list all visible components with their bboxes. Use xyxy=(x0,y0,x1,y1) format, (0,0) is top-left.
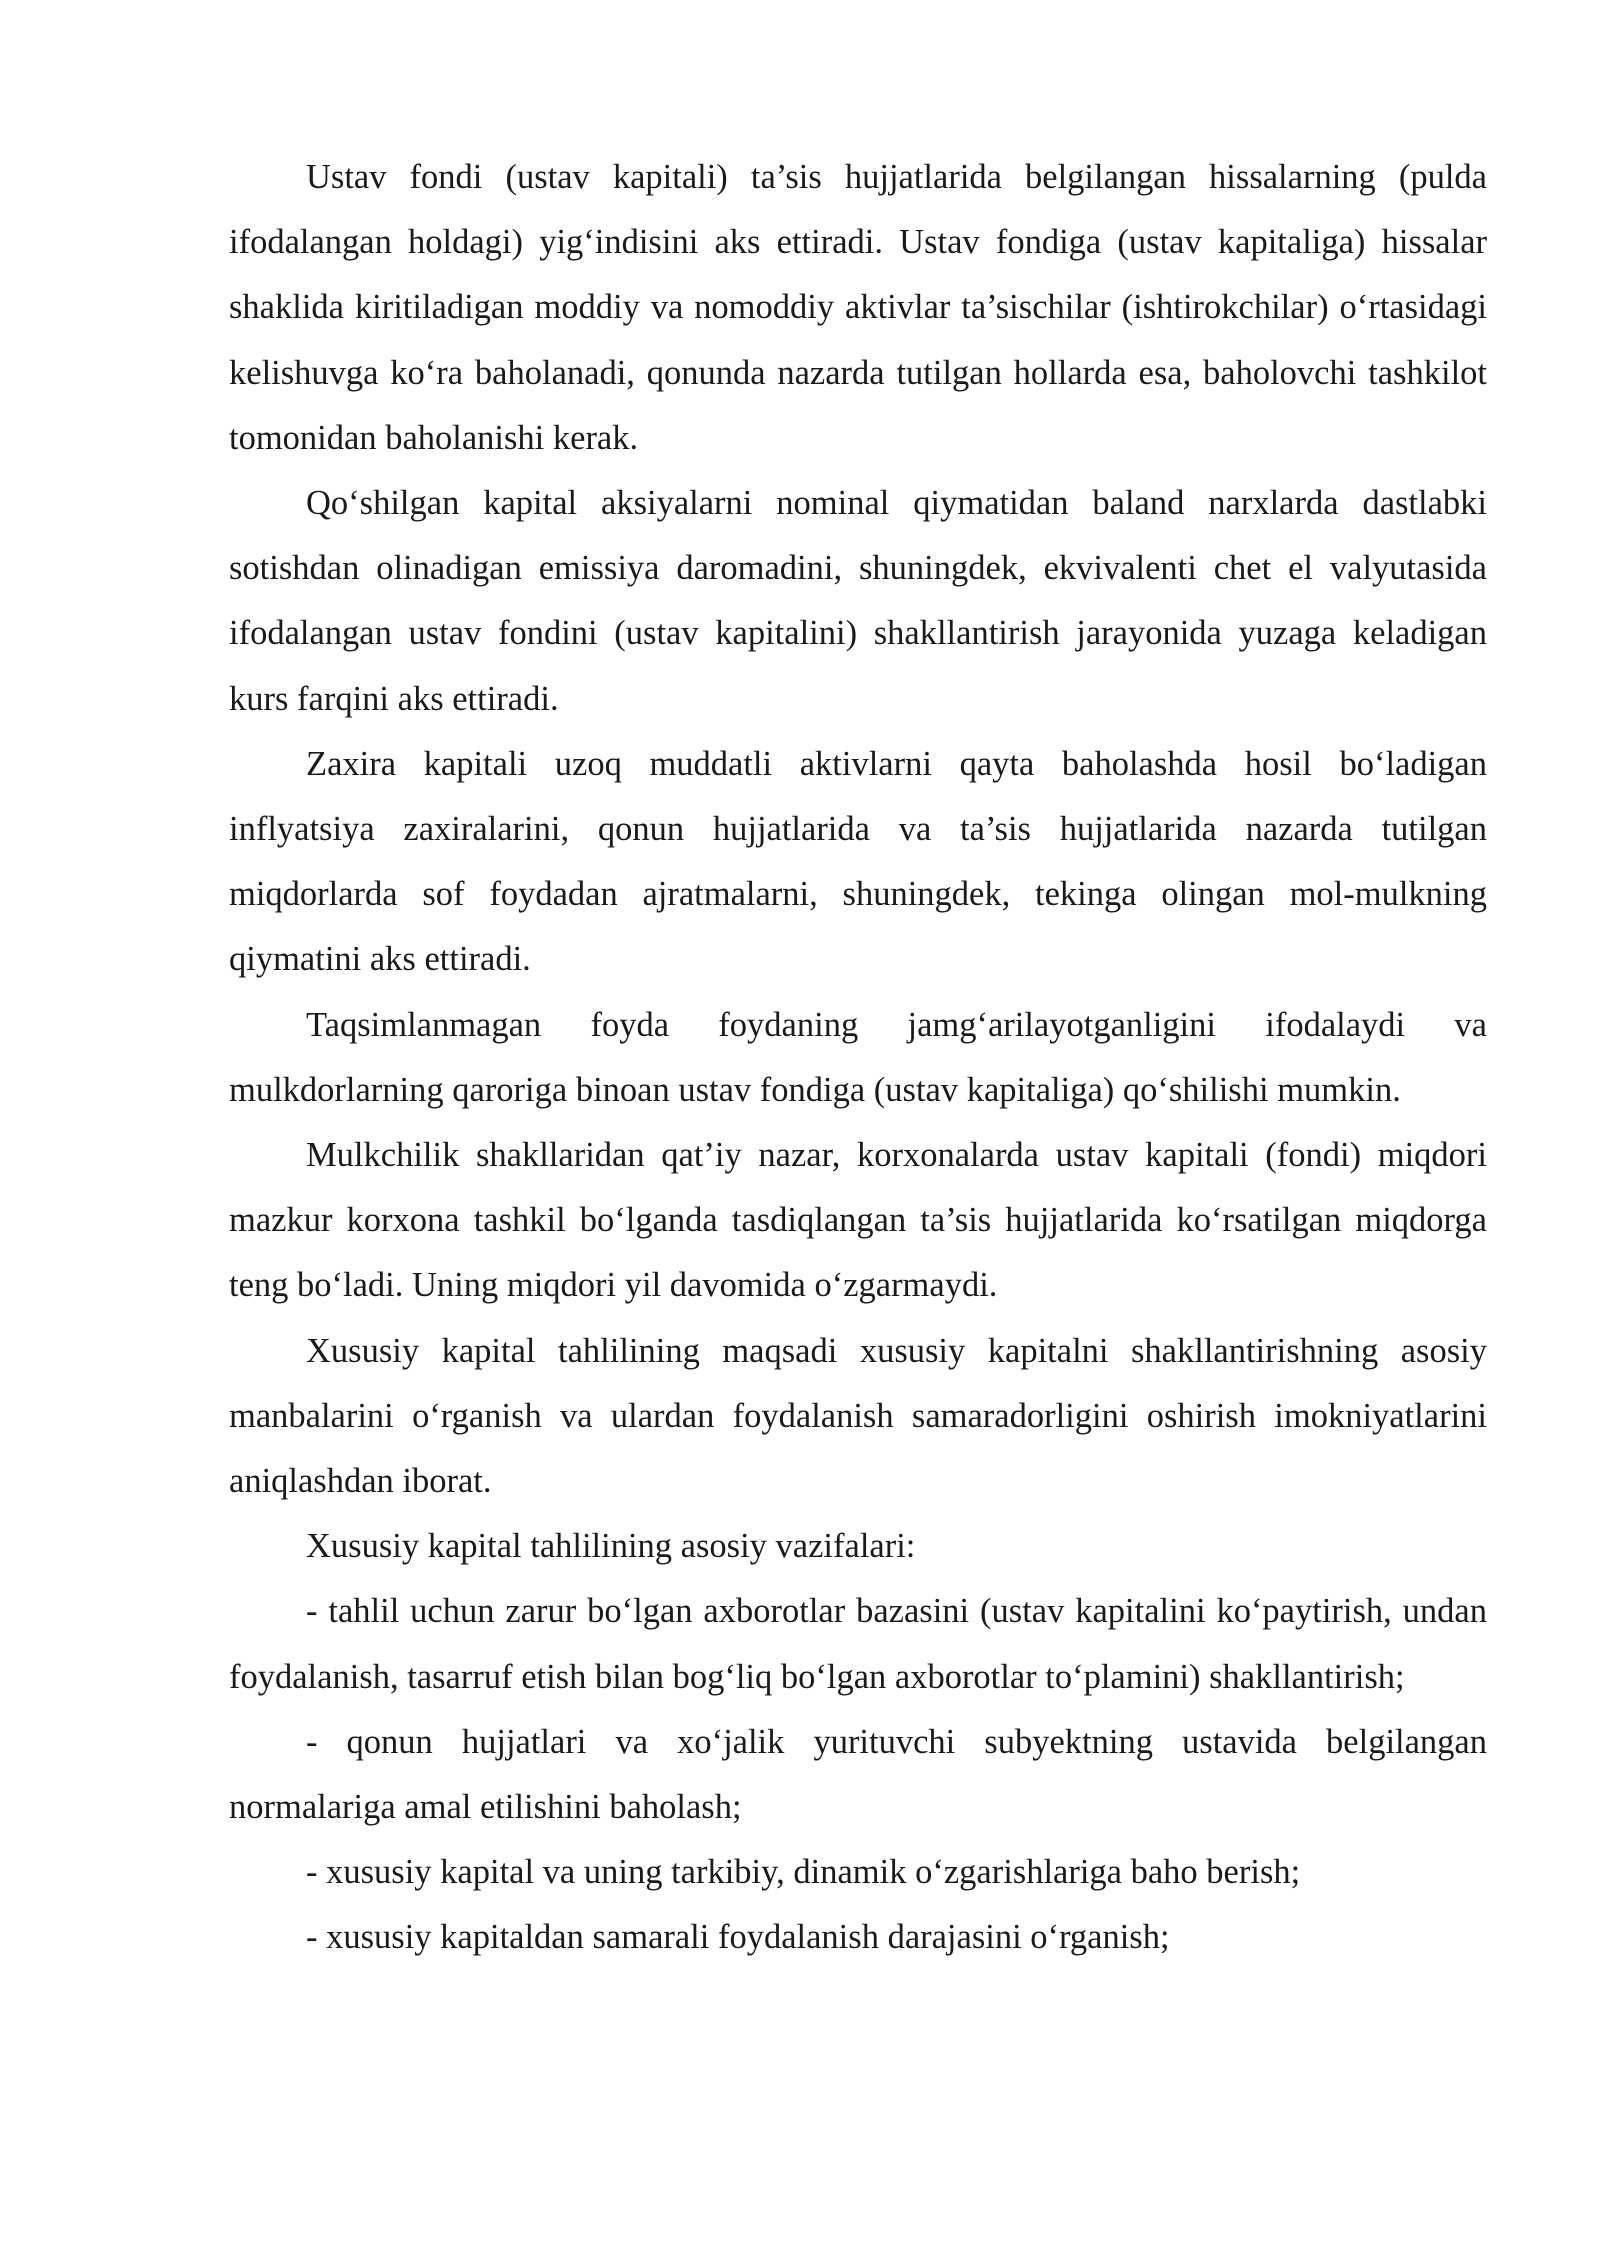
list-item-samarali-foydalanish: - xususiy kapitaldan samarali foydalanish darajasini o‘rganish; xyxy=(306,1918,1170,1957)
paragraph-vazifalar-heading: Xususiy kapital tahlilining asosiy vazifalari: xyxy=(306,1527,916,1566)
paragraph-taqsimlanmagan-foyda: Taqsimlanmagan foyda foydaning jamg‘arilayotganligini ifodalaydi va mulkdorlarning qaroriga binoan ustav fondiga (ustav kapitaliga) qo‘shilishi mumkin. xyxy=(229,1005,1487,1109)
paragraph-mulkchilik: Mulkchilik shakllaridan qat’iy nazar, korxonalarda ustav kapitali (fondi) miqdori mazkur korxona tashkil bo‘lganda tasdiqlangan ta’sis hujjatlarida ko‘rsatilgan miqdorga teng bo‘ladi. Uning miqdori yil davomida o‘zgarmaydi. xyxy=(229,1136,1487,1305)
document-page xyxy=(229,145,1487,1971)
paragraph-zaxira-kapitali: Zaxira kapitali uzoq muddatli aktivlarni qayta baholashda hosil bo‘ladigan inflyatsiya zaxiralarini, qonun hujjatlarida va ta’sis hujjatlarida nazarda tutilgan miqdorlarda sof foydadan ajratmalarni, shuningdek, tekinga olingan mol-mulkning qiymatini aks ettiradi. xyxy=(229,744,1487,979)
list-item-qonun-hujjatlari: - qonun hujjatlari va xo‘jalik yurituvchi subyektning ustavida belgilangan normalariga amal etilishini baholash; xyxy=(229,1722,1487,1827)
paragraph-qoshilgan-kapital: Qo‘shilgan kapital aksiyalarni nominal qiymatidan baland narxlarda dastlabki sotishdan olinadigan emissiya daromadini, shuningdek, ekvivalenti chet el valyutasida ifodalangan ustav fondini (ustav kapitalini) shakllantirish jarayonida yuzaga keladigan kurs farqini aks ettiradi. xyxy=(229,484,1487,718)
list-item-axborotlar-bazasi: - tahlil uchun zarur bo‘lgan axborotlar bazasini (ustav kapitalini ko‘paytirish, undan foydalanish, tasarruf etish bilan bog‘liq bo‘lgan axborotlar to‘plamini) shakllantirish; xyxy=(229,1592,1487,1696)
paragraph-tahlil-maqsadi: Xususiy kapital tahlilining maqsadi xususiy kapitalni shakllantirishning asosiy manbalarini o‘rganish va ulardan foydalanish samaradorligini oshirish imokniyatlarini aniqlashdan iborat. xyxy=(229,1331,1487,1501)
paragraph-ustav-fondi: Ustav fondi (ustav kapitali) ta’sis hujjatlarida belgilangan hissalarning (pulda ifodalangan holdagi) yig‘indisini aks ettiradi. Ustav fondiga (ustav kapitaliga) hissalar shaklida kiritiladigan moddiy va nomoddiy aktivlar ta’sischilar (ishtirokchilar) o‘rtasidagi kelishuvga ko‘ra baholanadi, qonunda nazarda tutilgan hollarda esa, baholovchi tashkilot tomonidan baholanishi kerak. xyxy=(229,158,1487,457)
list-item-tarkibiy-ozgarishlar: - xususiy kapital va uning tarkibiy, dinamik o‘zgarishlariga baho berish; xyxy=(306,1853,1301,1892)
